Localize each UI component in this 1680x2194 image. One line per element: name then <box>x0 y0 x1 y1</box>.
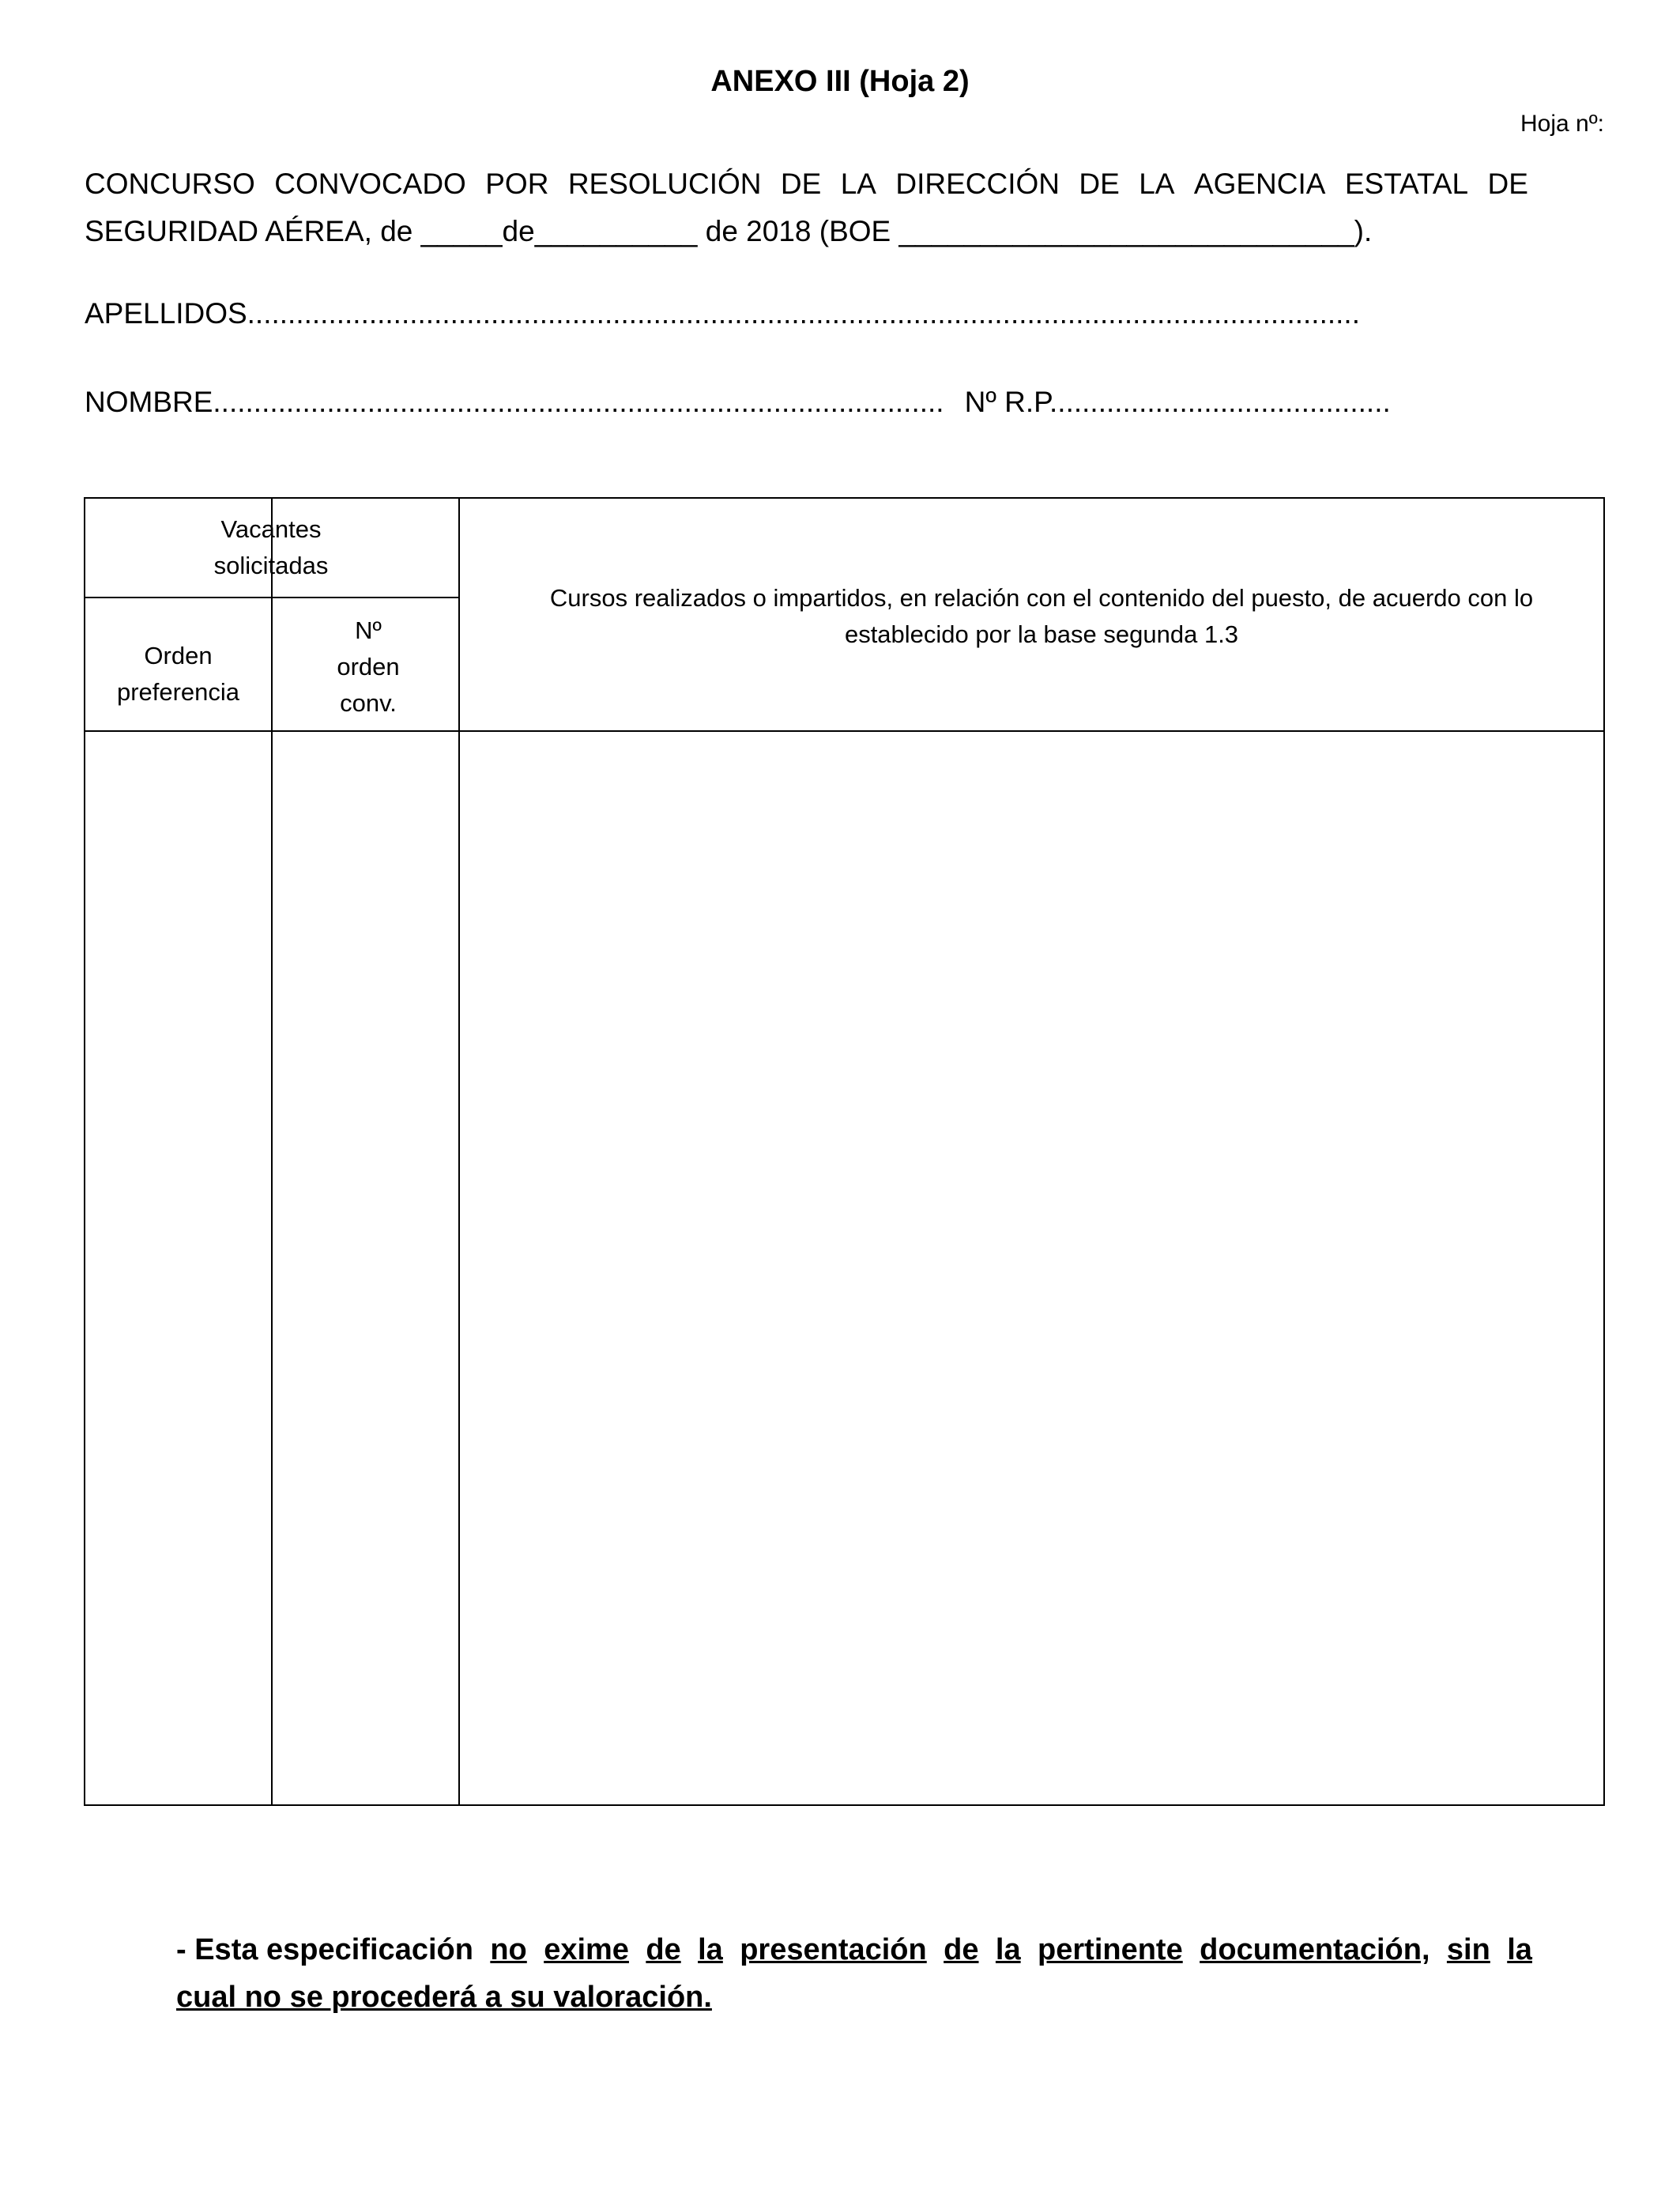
intro-line-1 <box>85 160 1528 208</box>
note-underlined-word: la <box>1507 1933 1532 1966</box>
entry-cell-orden[interactable] <box>85 733 270 1804</box>
intro-word: DE <box>1079 168 1120 200</box>
note-underlined-word: de <box>944 1933 979 1966</box>
note-underlined-word: de <box>646 1933 681 1966</box>
note-line-2 <box>176 1973 1532 2021</box>
sheet-number-label: Hoja nº: <box>1520 111 1604 137</box>
intro-word: DE <box>780 168 822 200</box>
intro-word: ESTATAL <box>1344 168 1469 200</box>
intro-word: POR <box>485 168 549 200</box>
intro-word: CONCURSO <box>85 168 255 200</box>
note-underlined-word: la <box>698 1933 723 1966</box>
intro-line-2: SEGURIDAD AÉREA, de _____de__________ de 2018 (BOE ____________________________). <box>85 215 1373 247</box>
intro-word: LA <box>1139 168 1175 200</box>
note-underlined-word: sin <box>1446 1933 1490 1966</box>
header-numero-orden-conv: Nº orden conv. <box>337 616 400 717</box>
header-cursos-realizados: Cursos realizados o impartidos, en relación con el contenido del puesto, de acuerdo con lo establecido por la base segunda 1.3 <box>549 584 1534 648</box>
nombre-field: NOMBRE.......................................................................................... <box>85 386 944 418</box>
entry-cell-cursos[interactable] <box>461 733 1603 1804</box>
note-underlined-word: pertinente <box>1038 1933 1183 1966</box>
rp-field: Nº R.P.......................................... <box>964 386 1391 418</box>
header-orden-preferencia: Orden preferencia <box>116 642 240 706</box>
note-line-1 <box>176 1926 1532 1973</box>
intro-word: DE <box>1487 168 1528 200</box>
header-vacantes-solicitadas: Vacantes solicitadas <box>213 515 329 579</box>
intro-word: DIRECCIÓN <box>895 168 1060 200</box>
intro-word: AGENCIA <box>1193 168 1326 200</box>
intro-word: CONVOCADO <box>274 168 466 200</box>
note-lead: - Esta especificación <box>176 1933 473 1966</box>
note-underlined-word: la <box>995 1933 1021 1966</box>
note-underlined-word: presentación <box>740 1933 927 1966</box>
intro-word: RESOLUCIÓN <box>567 168 762 200</box>
note-underlined-end: cual no se procederá a su valoración. <box>176 1981 712 2014</box>
table-divider <box>85 597 459 598</box>
vacancies-table <box>84 497 1605 1806</box>
disclaimer-note <box>176 1926 1532 2021</box>
nombre-row <box>85 386 1391 419</box>
table-divider <box>271 499 273 1804</box>
note-underlined-word: no <box>490 1933 527 1966</box>
table-divider <box>458 499 460 1804</box>
note-underlined-word: exime <box>544 1933 629 1966</box>
note-underlined-word: documentación, <box>1200 1933 1430 1966</box>
table-divider <box>85 730 1603 732</box>
intro-word: LA <box>840 168 876 200</box>
apellidos-field: APELLIDOS......................................................................................................................................... <box>85 297 1360 330</box>
intro-paragraph <box>85 160 1528 255</box>
entry-cell-numero[interactable] <box>273 733 458 1804</box>
document-title: ANEXO III (Hoja 2) <box>710 65 970 98</box>
